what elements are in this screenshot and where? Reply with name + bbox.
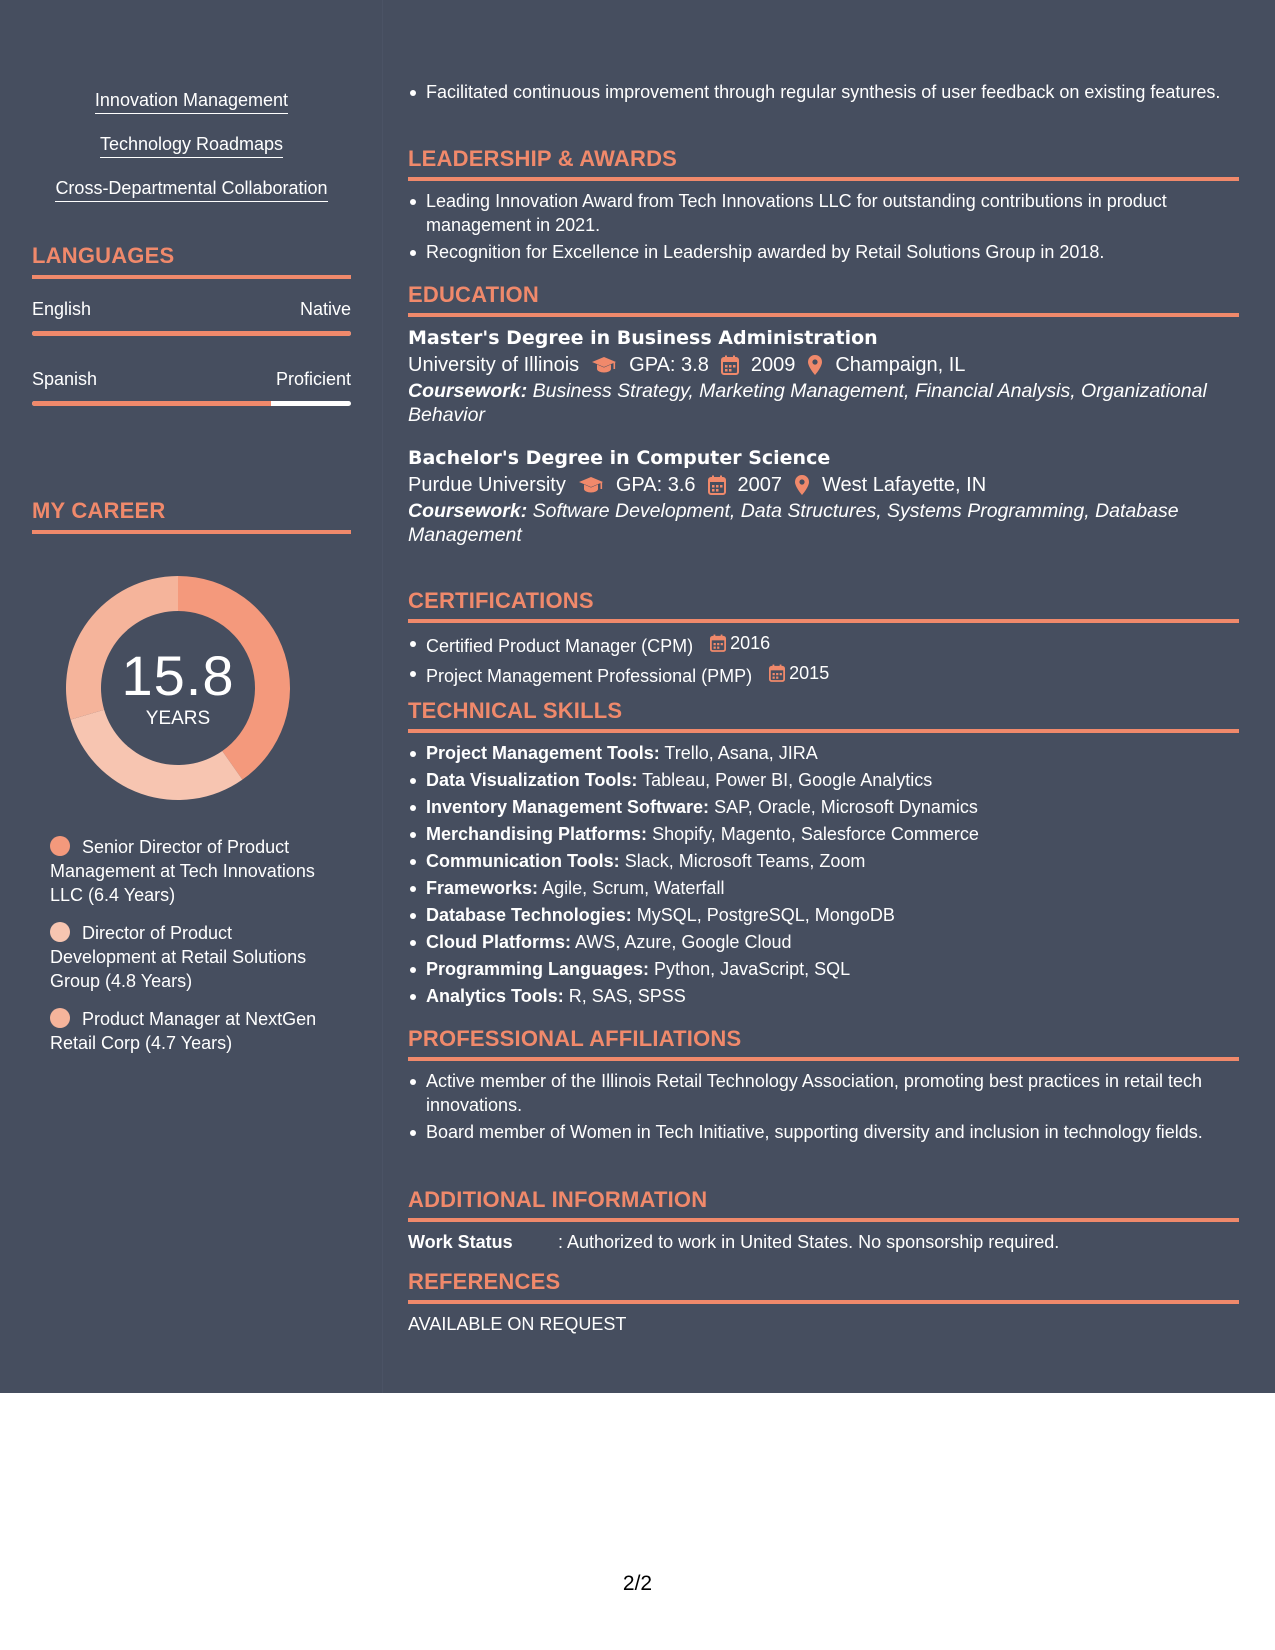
language-bar — [32, 401, 351, 406]
skill-category: Analytics Tools: — [426, 986, 564, 1006]
coursework-text: Software Development, Data Structures, Systems Programming, Database Management — [408, 500, 1179, 546]
calendar-icon — [708, 475, 726, 495]
skill-category: Communication Tools: — [426, 851, 620, 871]
career-legend-item — [50, 921, 330, 993]
section-heading: TECHNICAL SKILLS — [408, 698, 1239, 733]
affiliation-item: Active member of the Illinois Retail Technology Association, promoting best practices in retail tech innovations. — [408, 1069, 1239, 1117]
map-pin-icon — [807, 354, 823, 376]
technical-skill-item — [408, 768, 1239, 792]
language-name: Spanish — [32, 369, 98, 389]
technical-skills-list — [408, 741, 1239, 1008]
education-meta — [408, 471, 1239, 499]
certification-year-text: 2015 — [789, 663, 830, 683]
technical-skill-item — [408, 984, 1239, 1008]
skill-item — [32, 88, 351, 114]
additional-info-section — [408, 1187, 1239, 1254]
technical-skill-item — [408, 822, 1239, 846]
coursework-label: Coursework: — [408, 500, 528, 522]
skill-values: Tableau, Power BI, Google Analytics — [642, 770, 933, 790]
graduation-year: 2009 — [750, 354, 796, 376]
skill-category: Inventory Management Software: — [426, 797, 710, 817]
coursework — [408, 499, 1239, 547]
skill-label: Cross-Departmental Collaboration — [55, 176, 327, 202]
graduation-cap-icon — [578, 476, 604, 494]
technical-skills-section — [408, 698, 1239, 1011]
calendar-icon — [721, 355, 739, 375]
skills-list — [32, 88, 351, 220]
skill-category: Database Technologies: — [426, 905, 632, 925]
languages-heading: LANGUAGES — [32, 243, 351, 279]
section-heading: ADDITIONAL INFORMATION — [408, 1187, 1239, 1222]
skill-values: AWS, Azure, Google Cloud — [575, 932, 792, 952]
certification-year — [710, 631, 770, 655]
certifications-section — [408, 588, 1239, 688]
technical-skill-item — [408, 741, 1239, 765]
calendar-icon — [769, 664, 785, 682]
page-number: 2/2 — [622, 1572, 653, 1595]
skill-category: Merchandising Platforms: — [426, 824, 648, 844]
technical-skill-item — [408, 876, 1239, 900]
technical-skill-item — [408, 903, 1239, 927]
references-section — [408, 1269, 1239, 1336]
work-status-value: : Authorized to work in United States. No sponsorship required. — [558, 1232, 1060, 1252]
graduation-cap-icon — [591, 356, 617, 374]
school-location: West Lafayette, IN — [822, 474, 987, 496]
career-heading: MY CAREER — [32, 498, 351, 534]
language-spanish — [32, 367, 351, 406]
experience-continuation — [408, 80, 1239, 104]
skill-values: Trello, Asana, JIRA — [664, 743, 818, 763]
technical-skill-item — [408, 930, 1239, 954]
legend-dot — [50, 1008, 70, 1028]
school-name: University of Illinois — [408, 354, 580, 376]
graduation-year: 2007 — [737, 474, 783, 496]
legend-dot — [50, 922, 70, 942]
career-legend — [50, 835, 330, 1069]
skill-label: Innovation Management — [95, 88, 288, 114]
map-pin-icon — [794, 474, 810, 496]
calendar-icon — [710, 634, 726, 652]
certification-year — [769, 661, 829, 685]
language-bar-fill — [32, 331, 351, 336]
education-entry — [408, 325, 1239, 427]
technical-skill-item — [408, 849, 1239, 873]
skill-category: Data Visualization Tools: — [426, 770, 638, 790]
coursework — [408, 379, 1239, 427]
education-meta — [408, 351, 1239, 379]
skill-values: Shopify, Magento, Salesforce Commerce — [652, 824, 979, 844]
language-english — [32, 297, 351, 336]
skill-values: R, SAS, SPSS — [568, 986, 686, 1006]
school-location: Champaign, IL — [835, 354, 966, 376]
certification-item — [408, 661, 1239, 688]
certification-item — [408, 631, 1239, 658]
language-level: Native — [299, 299, 351, 319]
career-total-unit: YEARS — [145, 708, 211, 729]
career-legend-item — [50, 1007, 330, 1055]
experience-bullet: Facilitated continuous improvement through regular synthesis of user feedback on existing features. — [408, 80, 1239, 104]
work-status — [408, 1230, 1239, 1254]
section-heading: LEADERSHIP & AWARDS — [408, 146, 1239, 181]
affiliation-item: Board member of Women in Tech Initiative, supporting diversity and inclusion in technology fields. — [408, 1120, 1239, 1144]
language-name: English — [32, 299, 92, 319]
career-total-value: 15.8 — [121, 644, 235, 707]
legend-text: Senior Director of Product Management at Tech Innovations LLC (6.4 Years) — [50, 837, 315, 905]
column-divider — [382, 0, 383, 1393]
skill-values: SAP, Oracle, Microsoft Dynamics — [714, 797, 978, 817]
certification-name: Certified Product Manager (CPM) — [426, 636, 694, 656]
affiliations-section — [408, 1026, 1239, 1144]
education-section — [408, 282, 1239, 547]
skill-category: Frameworks: — [426, 878, 539, 898]
section-heading: EDUCATION — [408, 282, 1239, 317]
certification-name: Project Management Professional (PMP) — [426, 666, 753, 686]
technical-skill-item — [408, 957, 1239, 981]
skill-values: Agile, Scrum, Waterfall — [542, 878, 725, 898]
career-legend-item — [50, 835, 330, 907]
skill-label: Technology Roadmaps — [100, 132, 283, 158]
gpa: GPA: 3.6 — [615, 474, 696, 496]
career-total — [65, 575, 291, 801]
section-heading: REFERENCES — [408, 1269, 1239, 1304]
language-bar — [32, 331, 351, 336]
legend-text: Product Manager at NextGen Retail Corp (4.7 Years) — [50, 1009, 317, 1053]
certification-year-text: 2016 — [730, 633, 771, 653]
section-heading: PROFESSIONAL AFFILIATIONS — [408, 1026, 1239, 1061]
skill-values: Python, JavaScript, SQL — [654, 959, 851, 979]
award-item: Recognition for Excellence in Leadership awarded by Retail Solutions Group in 2018. — [408, 240, 1239, 264]
skill-category: Project Management Tools: — [426, 743, 660, 763]
skill-values: Slack, Microsoft Teams, Zoom — [624, 851, 866, 871]
award-item: Leading Innovation Award from Tech Innovations LLC for outstanding contributions in product management in 2021. — [408, 189, 1239, 237]
gpa: GPA: 3.8 — [629, 354, 709, 376]
skill-category: Programming Languages: — [426, 959, 650, 979]
language-level: Proficient — [275, 369, 351, 389]
degree-title: Bachelor's Degree in Computer Science — [408, 447, 831, 469]
degree-title: Master's Degree in Business Administration — [408, 327, 878, 349]
education-entry — [408, 445, 1239, 547]
school-name: Purdue University — [408, 474, 566, 496]
coursework-text: Business Strategy, Marketing Management, Financial Analysis, Organizational Behavior — [408, 380, 1207, 426]
skill-item — [32, 176, 351, 202]
section-heading: CERTIFICATIONS — [408, 588, 1239, 623]
skill-category: Cloud Platforms: — [426, 932, 572, 952]
legend-text: Director of Product Development at Retail Solutions Group (4.8 Years) — [50, 923, 307, 991]
coursework-label: Coursework: — [408, 380, 528, 402]
work-status-label: Work Status — [408, 1232, 513, 1252]
language-bar-fill — [32, 401, 271, 406]
skill-item — [32, 132, 351, 158]
leadership-section — [408, 146, 1239, 264]
career-donut-chart — [65, 575, 291, 801]
references-text: AVAILABLE ON REQUEST — [408, 1314, 627, 1334]
skill-values: MySQL, PostgreSQL, MongoDB — [636, 905, 895, 925]
legend-dot — [50, 836, 70, 856]
technical-skill-item — [408, 795, 1239, 819]
